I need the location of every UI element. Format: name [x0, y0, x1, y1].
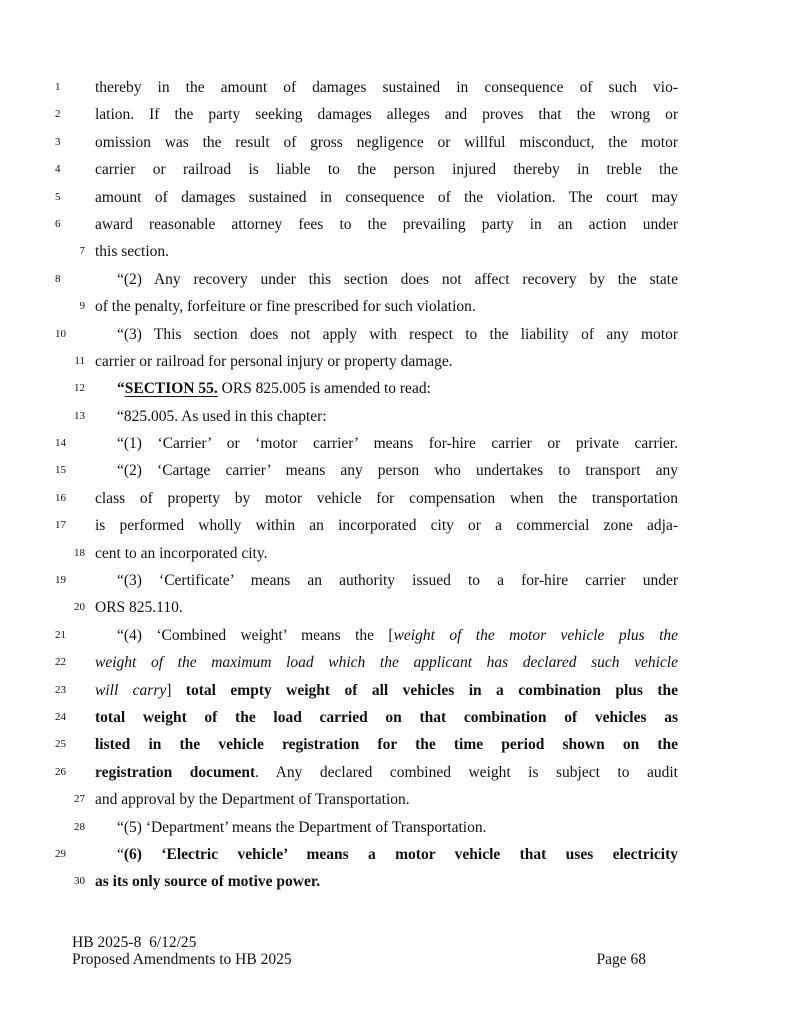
line-number: 27 [74, 793, 85, 806]
line-number: 22 [55, 656, 66, 669]
line-number: 26 [55, 765, 66, 778]
text-segment: class of property by motor vehicle for compensation when the transportation [95, 489, 678, 507]
text-segment: total empty weight of all vehicles in a combination plus the [185, 681, 678, 699]
text-line [55, 129, 678, 156]
text-segment: of the penalty, forfeiture or fine prescribed for such violation. [95, 298, 476, 316]
text-line [55, 759, 678, 786]
line-number: 4 [55, 163, 61, 176]
text-segment: . Any declared combined weight is subject to audit [255, 763, 678, 781]
line-number: 10 [55, 327, 66, 340]
text-line [55, 184, 678, 211]
text-line [55, 457, 678, 484]
line-number: 24 [55, 710, 66, 723]
text-line [55, 567, 678, 594]
text-line [55, 485, 678, 512]
line-number: 29 [55, 847, 66, 860]
text-line [74, 814, 678, 841]
text-segment: omission was the result of gross negligence or willful misconduct, the motor [95, 133, 678, 151]
line-number: 3 [55, 135, 61, 148]
text-line [55, 101, 678, 128]
line-number: 25 [55, 738, 66, 751]
text-segment: carrier or railroad for personal injury or property damage. [95, 352, 453, 370]
text-segment: “(2) ‘Cartage carrier’ means any person who undertakes to transport any [117, 462, 678, 480]
text-segment: “ [117, 380, 125, 398]
text-segment: SECTION 55. [124, 380, 218, 398]
text-segment: total weight of the load carried on that combination of vehicles as [95, 708, 678, 726]
text-line [55, 677, 678, 704]
line-number: 13 [74, 409, 85, 422]
text-line [74, 786, 678, 813]
line-number: 20 [74, 601, 85, 614]
text-segment: ORS 825.110. [95, 599, 183, 617]
text-line [55, 649, 678, 676]
line-number: 9 [79, 300, 85, 313]
line-number: 11 [74, 354, 85, 367]
text-segment: “ [117, 845, 124, 863]
text-segment: listed in the vehicle registration for the time period shown on the [95, 736, 678, 754]
text-line [74, 375, 678, 402]
line-number: 1 [55, 81, 61, 93]
text-line [55, 211, 678, 238]
text-line [55, 156, 678, 183]
text-segment: “(2) Any recovery under this section does not affect recovery by the state [117, 270, 678, 288]
text-segment: ] [166, 681, 186, 699]
text-segment: weight of the motor vehicle plus the [393, 626, 678, 644]
text-segment: this section. [95, 243, 170, 261]
text-line [74, 594, 678, 621]
page-number: Page 68 [596, 950, 646, 968]
text-segment: “(1) ‘Carrier’ or ‘motor carrier’ means for-hire carrier or private carrier. [117, 435, 678, 453]
doc-title: Proposed Amendments to HB 2025 [72, 950, 292, 968]
text-line [55, 430, 678, 457]
text-segment: “825.005. As used in this chapter: [117, 407, 327, 425]
line-number: 28 [74, 820, 85, 833]
text-line [55, 622, 678, 649]
text-segment: is performed wholly within an incorporated city or a commercial zone adja- [95, 517, 678, 535]
text-line [79, 238, 678, 265]
text-segment: carrier or railroad is liable to the person injured thereby in treble the [95, 161, 678, 179]
text-line [55, 74, 678, 101]
line-number: 8 [55, 272, 61, 285]
text-segment: “(3) This section does not apply with respect to the liability of any motor [117, 325, 678, 343]
text-segment: “(3) ‘Certificate’ means an authority issued to a for-hire carrier under [117, 572, 678, 590]
text-line [79, 293, 678, 320]
text-line [55, 512, 678, 539]
text-segment: registration document [95, 763, 256, 781]
text-segment: weight of the maximum load which the applicant has declared such vehicle [95, 654, 678, 672]
text-line [55, 704, 678, 731]
line-number: 5 [55, 190, 61, 203]
text-segment: “(4) ‘Combined weight’ means the [ [117, 626, 394, 644]
text-line [55, 731, 678, 758]
doc-reference: HB 2025-8 6/12/25 [72, 934, 197, 951]
text-segment: lation. If the party seeking damages alleges and proves that the wrong or [95, 106, 678, 124]
text-segment: cent to an incorporated city. [95, 544, 268, 562]
line-number: 12 [74, 382, 85, 395]
line-number: 14 [55, 437, 66, 450]
text-line [55, 841, 678, 868]
line-number: 15 [55, 464, 66, 477]
text-segment: thereby in the amount of damages sustained in consequence of such vio- [95, 79, 678, 96]
line-number: 17 [55, 519, 66, 532]
line-number: 7 [79, 245, 85, 258]
text-segment: and approval by the Department of Transportation. [95, 791, 410, 809]
text-segment: as its only source of motive power. [95, 873, 321, 891]
text-block [55, 74, 678, 896]
text-line [74, 348, 678, 375]
line-number: 16 [55, 491, 66, 504]
text-segment: will carry [95, 681, 167, 699]
line-number: 6 [55, 217, 61, 230]
line-number: 18 [74, 546, 85, 559]
text-segment: “(5) ‘Department’ means the Department of Transportation. [117, 818, 487, 836]
text-segment: (6) ‘Electric vehicle’ means a motor vehicle that uses electricity [123, 845, 678, 863]
line-number: 2 [55, 108, 61, 121]
text-segment: ORS 825.005 is amended to read: [217, 380, 431, 398]
text-line [74, 403, 678, 430]
page-footer [72, 935, 678, 968]
line-number: 30 [74, 875, 85, 888]
line-number: 23 [55, 683, 66, 696]
text-line [74, 868, 678, 895]
text-line [55, 266, 678, 293]
line-number: 19 [55, 574, 66, 587]
text-segment: award reasonable attorney fees to the prevailing party in an action under [95, 215, 678, 233]
text-segment: amount of damages sustained in consequence of the violation. The court may [95, 188, 678, 206]
text-line [74, 540, 678, 567]
line-number: 21 [55, 628, 66, 641]
text-line [55, 321, 678, 348]
